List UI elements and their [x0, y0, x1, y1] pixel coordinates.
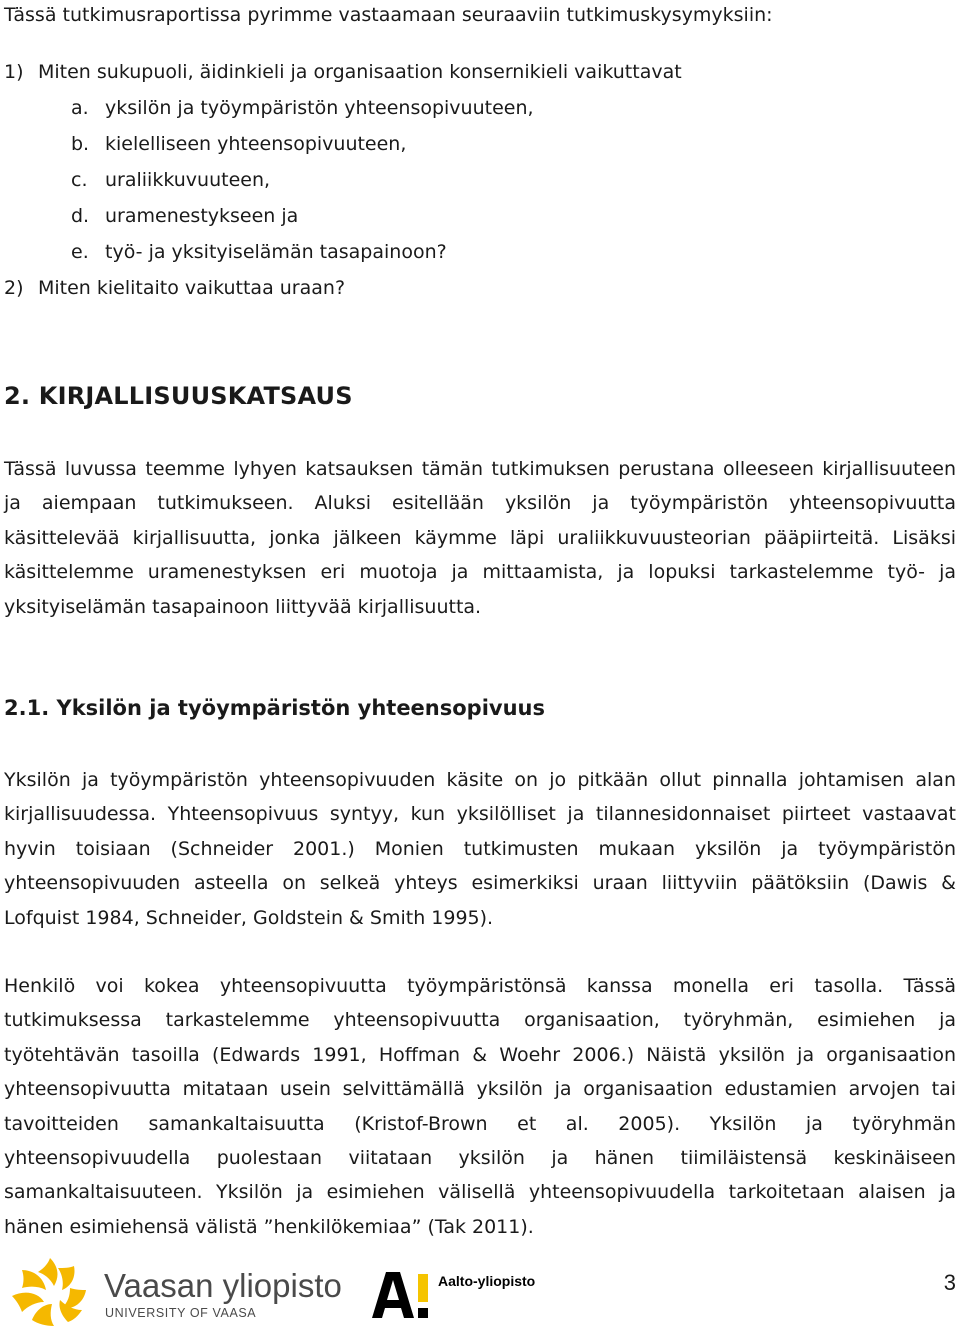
- question-1-item-b: [4, 130, 682, 166]
- section-2-paragraph: Tässä luvussa teemme lyhyen katsauksen tämän tutkimuksen perustana olleeseen kirjallisuuteen ja aiempaan tutkimukseen. Aluksi esitellään yksilön ja työympäristön yhteensopivuutta käsittelevää kirjallisuutta, jonka jälkeen käymme läpi uraliikkuvuusteorian pääpiirteitä. Lisäksi käsittelemme uramenestyksen eri muotoja ja mittaamista, ja lopuksi tarkastelemme työ- ja yksityiselämän tasapainoon liittyvää kirjallisuutta.: [4, 458, 956, 618]
- item-letter: c.: [71, 169, 88, 191]
- question-1-text: Miten sukupuoli, äidinkieli ja organisaation konsernikieli vaikuttavat: [38, 61, 682, 83]
- item-letter: b.: [71, 133, 90, 155]
- item-text: kielelliseen yhteensopivuuteen,: [105, 133, 407, 155]
- question-1-item-a: [4, 94, 682, 130]
- question-2-text: Miten kielitaito vaikuttaa uraan?: [38, 277, 346, 299]
- item-letter: e.: [71, 241, 89, 263]
- aalto-university-logo: [372, 1270, 572, 1326]
- item-text: uraliikkuvuuteen,: [105, 169, 271, 191]
- vaasa-flame-icon: [10, 1256, 90, 1328]
- aalto-a-mark-icon: [372, 1270, 434, 1320]
- section-2-1-paragraph-1: Yksilön ja työympäristön yhteensopivuuden käsite on jo pitkään ollut pinnalla johtamisen alan kirjallisuudessa. Yhteensopivuus syntyy, kun yksilölliset ja tilannesidonnaiset piirteet vastaavat hyvin toisiaan (Schneider 2001.) Monien tutkimusten mukaan yksilön ja työympäristön yhteensopivuuden asteella on selkeä yhteys esimerkiksi uraan liittyviin päätöksiin (Dawis & Lofquist 1984, Schneider, Goldstein & Smith 1995).: [4, 769, 956, 929]
- section-2-heading: 2. KIRJALLISUUSKATSAUS: [4, 382, 353, 410]
- aalto-university-name: Aalto-yliopisto: [438, 1273, 536, 1289]
- question-1: [4, 58, 682, 94]
- question-1-item-d: [4, 202, 682, 238]
- section-2-1-paragraph-2: Henkilö voi kokea yhteensopivuutta työympäristönsä kanssa monella eri tasolla. Tässä tutkimuksessa tarkastelemme yhteensopivuutta organisaation, työryhmän, esimiehen ja työtehtävän tasoilla (Edwards 1991, Hoffman & Woehr 2006.) Näistä yksilön ja organisaation yhteensopivuutta mitataan usein selvittämällä yksilön ja organisaation edustamien arvojen tai tavoitteiden samankaltaisuutta (Kristof-Brown et al. 2005). Yksilön ja työryhmän yhteensopivuudella puolestaan viitataan yksilön ja hänen tiimiläistensä keskinäiseen samankaltaisuuteen. Yksilön ja esimiehen välisellä yhteensopivuudella tarkoitetaan alaisen ja hänen esimiehensä välistä ”henkilökemiaa” (Tak 2011).: [4, 975, 956, 1238]
- question-1-item-e: [4, 238, 682, 274]
- question-2: [4, 274, 682, 310]
- item-text: yksilön ja työympäristön yhteensopivuuteen,: [105, 97, 534, 119]
- page-number: 3: [943, 1270, 956, 1295]
- intro-text: Tässä tutkimusraportissa pyrimme vastaamaan seuraaviin tutkimuskysymyksiin:: [4, 4, 773, 26]
- question-2-number: 2): [4, 277, 24, 299]
- vaasa-university-logo: [10, 1256, 342, 1328]
- item-letter: d.: [71, 205, 90, 227]
- item-letter: a.: [71, 97, 89, 119]
- vaasa-university-name: Vaasan yliopisto: [104, 1267, 342, 1304]
- question-1-number: 1): [4, 61, 24, 83]
- item-text: uramenestykseen ja: [105, 205, 299, 227]
- page-footer: [0, 1250, 960, 1330]
- vaasa-university-english-name: UNIVERSITY OF VAASA: [105, 1306, 257, 1320]
- section-2-1-heading: 2.1. Yksilön ja työympäristön yhteensopivuus: [4, 696, 545, 720]
- question-1-item-c: [4, 166, 682, 202]
- item-text: työ- ja yksityiselämän tasapainoon?: [105, 241, 447, 263]
- research-questions-list: [4, 58, 682, 310]
